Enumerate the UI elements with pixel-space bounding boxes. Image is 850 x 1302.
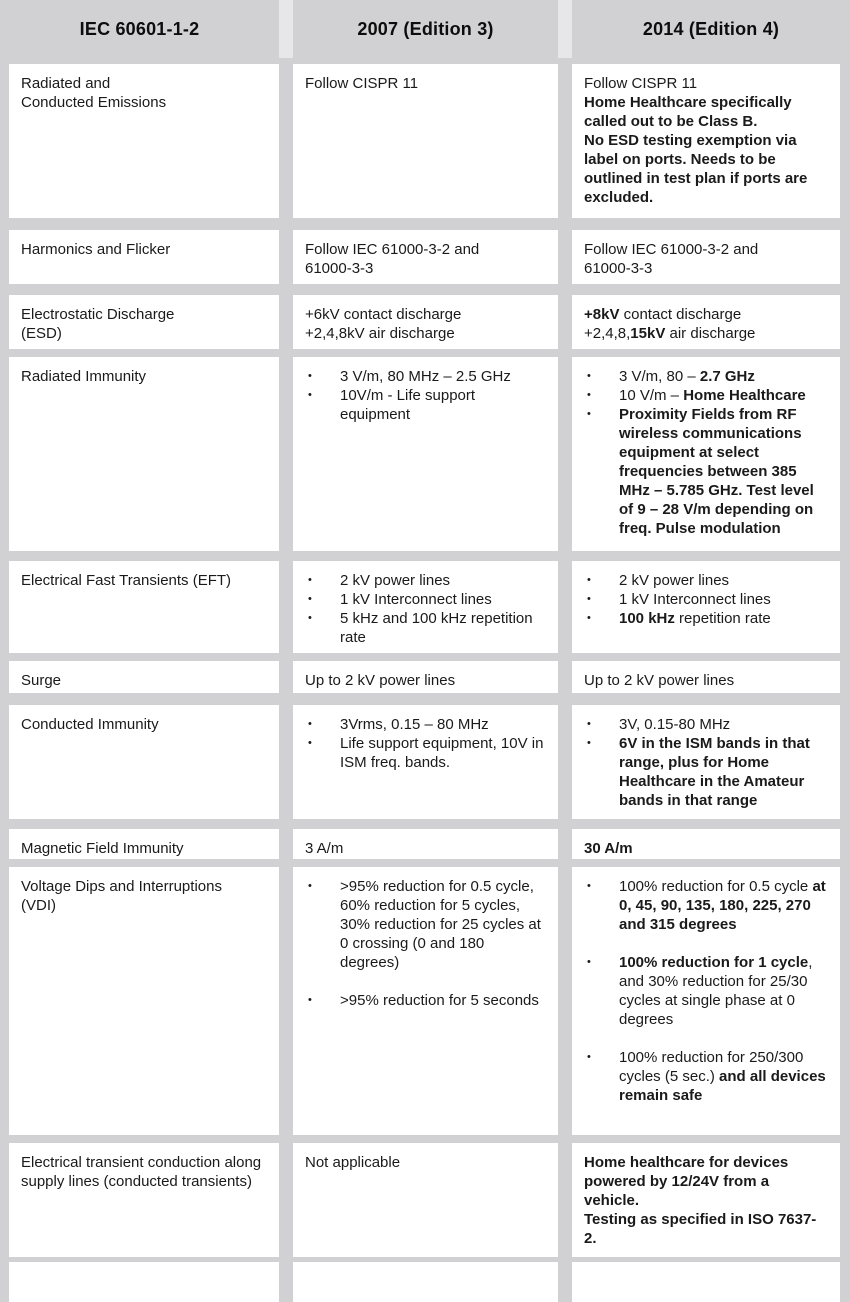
text-segment-bold: Testing as specified in ISO 7637-2. — [584, 1211, 817, 1247]
text-segment: Follow IEC 61000-3-2 and — [305, 241, 480, 258]
bullet-icon: • — [587, 718, 591, 730]
bullet-item — [584, 405, 828, 538]
bullet-icon: • — [308, 593, 312, 605]
text-segment: Life support equipment, 10V in ISM freq. bands. — [340, 735, 544, 771]
text-segment: 2 kV power lines — [619, 572, 730, 589]
cell-next-row-partial-col1 — [9, 1262, 279, 1302]
cell-electrostatic-discharge-esd-col1 — [9, 295, 279, 349]
text-segment: Surge — [21, 672, 62, 689]
table-row-radiated-conducted-emissions — [9, 64, 840, 218]
table-row-radiated-immunity — [9, 357, 840, 551]
bullet-text — [619, 571, 828, 590]
text-line — [305, 305, 546, 324]
text-line — [21, 715, 267, 734]
cell-radiated-conducted-emissions-col2 — [293, 64, 558, 218]
bullet-item — [305, 609, 546, 647]
bullet-icon: • — [587, 1051, 591, 1063]
bullet-icon: • — [587, 408, 591, 420]
header-column-divider — [279, 0, 293, 58]
text-line — [21, 896, 267, 915]
text-segment: Magnetic Field Immunity — [21, 840, 184, 857]
text-segment: Radiated Immunity — [21, 368, 147, 385]
text-segment: Electrical Fast Transients (EFT) — [21, 572, 232, 589]
bullet-icon: • — [308, 880, 312, 892]
bullet-item — [305, 715, 546, 734]
bullet-icon: • — [308, 389, 312, 401]
header-col-edition3 — [293, 0, 558, 58]
text-line — [584, 671, 828, 690]
header-col-standard — [0, 0, 279, 58]
cell-next-row-partial-col3 — [572, 1262, 840, 1302]
bullet-icon: • — [587, 956, 591, 968]
text-segment: 3V, 0.15-80 MHz — [619, 716, 731, 733]
text-segment: Conducted Immunity — [21, 716, 159, 733]
bullet-icon: • — [587, 574, 591, 586]
text-segment: 5 kHz and 100 kHz repetition rate — [340, 610, 533, 646]
bullet-text — [340, 386, 546, 424]
text-segment-bold: at 0, 45, 90, 135, 180, 225, 270 and 315 degrees — [619, 878, 826, 933]
bullet-item — [584, 953, 828, 1029]
text-segment: >95% reduction for 0.5 cycle, 60% reduction for 5 cycles, 30% reduction for 25 cycles at 0 crossing (0 and 180 degrees) — [340, 878, 541, 971]
bullet-item — [584, 734, 828, 810]
bullet-item — [305, 571, 546, 590]
text-line — [305, 240, 546, 259]
cell-next-row-partial-col2 — [293, 1262, 558, 1302]
text-segment-bold: 6V in the ISM bands in that range, plus for Home Healthcare in the Amateur bands in that range — [619, 735, 810, 809]
bullet-icon: • — [308, 737, 312, 749]
text-segment: Follow IEC 61000-3-2 and — [584, 241, 759, 258]
text-line — [584, 93, 828, 131]
table-row-conducted-immunity — [9, 705, 840, 819]
bullet-text — [340, 877, 546, 972]
text-segment: 3 A/m — [305, 840, 344, 857]
bullet-icon: • — [587, 370, 591, 382]
bullet-item — [305, 991, 546, 1010]
text-segment: 3 V/m, 80 MHz – 2.5 GHz — [340, 368, 511, 385]
header-label-edition3: 2007 (Edition 3) — [357, 18, 494, 39]
cell-conducted-immunity-col3 — [572, 705, 840, 819]
text-segment: 3 V/m, 80 – — [619, 368, 700, 385]
text-line — [305, 671, 546, 690]
text-segment: Follow CISPR 11 — [305, 75, 419, 92]
text-segment-bold: 30 A/m — [584, 840, 633, 857]
text-line — [21, 571, 267, 590]
text-segment: Up to 2 kV power lines — [305, 672, 456, 689]
bullet-text — [619, 1048, 828, 1105]
table-row-electrical-fast-transients-eft — [9, 561, 840, 653]
cell-harmonics-and-flicker-col3 — [572, 230, 840, 284]
bullet-icon: • — [308, 718, 312, 730]
text-segment: +6kV contact discharge — [305, 306, 462, 323]
text-line — [584, 839, 828, 858]
bullet-item — [305, 877, 546, 972]
bullet-item — [305, 367, 546, 386]
text-segment: repetition rate — [674, 610, 771, 627]
bullet-item — [584, 571, 828, 590]
text-line — [584, 131, 828, 207]
text-segment: Harmonics and Flicker — [21, 241, 171, 258]
text-segment: 1 kV Interconnect lines — [619, 591, 771, 608]
cell-magnetic-field-immunity-col1 — [9, 829, 279, 859]
bullet-text — [340, 609, 546, 647]
bullet-item — [584, 367, 828, 386]
cell-electrical-transient-conduction-col1 — [9, 1143, 279, 1257]
text-line — [584, 1153, 828, 1210]
bullet-text — [619, 367, 828, 386]
bullet-icon: • — [308, 994, 312, 1006]
text-segment: Voltage Dips and Interruptions — [21, 878, 222, 895]
text-line — [21, 1153, 267, 1191]
header-label-edition4: 2014 (Edition 4) — [642, 18, 780, 39]
cell-surge-col2 — [293, 661, 558, 693]
text-line — [305, 324, 546, 343]
text-line — [21, 324, 267, 343]
bullet-item — [305, 734, 546, 772]
text-line — [21, 367, 267, 386]
text-segment: 3Vrms, 0.15 – 80 MHz — [340, 716, 489, 733]
text-segment: (ESD) — [21, 325, 62, 342]
text-segment: , and 30% reduction for 25/30 cycles at single phase at 0 degrees — [619, 954, 813, 1028]
bullet-icon: • — [587, 880, 591, 892]
text-segment: 61000-3-3 — [584, 260, 653, 277]
text-segment: Follow CISPR 11 — [584, 75, 698, 92]
header-column-divider — [558, 0, 572, 58]
cell-voltage-dips-and-interruptions-vdi-col2 — [293, 867, 558, 1135]
text-segment-bold: 100% reduction for 1 cycle — [619, 954, 809, 971]
text-segment: Electrical transient conduction along supply lines (conducted transients) — [21, 1154, 262, 1190]
text-segment-bold: and all devices remain safe — [619, 1068, 826, 1104]
cell-voltage-dips-and-interruptions-vdi-col1 — [9, 867, 279, 1135]
table-row-electrical-transient-conduction — [9, 1143, 840, 1257]
cell-conducted-immunity-col1 — [9, 705, 279, 819]
bullet-item — [584, 715, 828, 734]
text-line — [305, 74, 546, 93]
text-segment-bold: Home Healthcare — [683, 387, 806, 404]
header-label-standard: IEC 60601-1-2 — [79, 18, 200, 39]
text-segment: 2 kV power lines — [340, 572, 451, 589]
text-segment: 61000-3-3 — [305, 260, 374, 277]
bullet-item — [584, 609, 828, 628]
text-line — [21, 305, 267, 324]
text-segment: (VDI) — [21, 897, 56, 914]
cell-radiated-immunity-col2 — [293, 357, 558, 551]
text-segment: 10V/m - Life support equipment — [340, 387, 476, 423]
cell-magnetic-field-immunity-col2 — [293, 829, 558, 859]
cell-electrical-fast-transients-eft-col2 — [293, 561, 558, 653]
bullet-text — [619, 405, 828, 538]
text-segment: Electrostatic Discharge — [21, 306, 175, 323]
cell-radiated-immunity-col3 — [572, 357, 840, 551]
text-segment: 100% reduction for 0.5 cycle — [619, 878, 813, 895]
text-line — [21, 671, 267, 690]
cell-electrical-fast-transients-eft-col3 — [572, 561, 840, 653]
bullet-text — [340, 590, 546, 609]
cell-radiated-immunity-col1 — [9, 357, 279, 551]
text-line — [21, 839, 267, 858]
text-line — [21, 93, 267, 112]
text-segment: 10 V/m – — [619, 387, 684, 404]
bullet-text — [619, 386, 828, 405]
cell-radiated-conducted-emissions-col1 — [9, 64, 279, 218]
text-segment-bold: 2.7 GHz — [699, 368, 755, 385]
text-segment-bold: 15kV — [630, 325, 666, 342]
bullet-text — [340, 734, 546, 772]
text-segment-bold: +8kV — [584, 306, 620, 323]
text-segment: Up to 2 kV power lines — [584, 672, 735, 689]
table-row-surge — [9, 661, 840, 693]
text-segment: Not applicable — [305, 1154, 401, 1171]
text-segment-bold: Home healthcare for devices powered by 12/24V from a vehicle. — [584, 1154, 789, 1209]
text-line — [584, 259, 828, 278]
table-row-harmonics-and-flicker — [9, 230, 840, 284]
cell-voltage-dips-and-interruptions-vdi-col3 — [572, 867, 840, 1135]
text-line — [21, 240, 267, 259]
table-row-voltage-dips-and-interruptions-vdi — [9, 867, 840, 1135]
text-line — [584, 1210, 828, 1248]
bullet-text — [340, 715, 546, 734]
text-line — [305, 259, 546, 278]
bullet-text — [619, 715, 828, 734]
text-segment-bold: Home Healthcare specifically called out to be Class B. — [584, 94, 792, 130]
cell-surge-col3 — [572, 661, 840, 693]
text-line — [305, 1153, 546, 1172]
bullet-text — [340, 991, 546, 1010]
cell-electrostatic-discharge-esd-col3 — [572, 295, 840, 349]
text-segment-bold: No ESD testing exemption via label on ports. Needs to be outlined in test plan if ports are excluded. — [584, 132, 808, 206]
text-segment-bold: 100 kHz — [619, 610, 675, 627]
bullet-icon: • — [308, 574, 312, 586]
cell-harmonics-and-flicker-col1 — [9, 230, 279, 284]
table-row-magnetic-field-immunity — [9, 829, 840, 859]
cell-electrical-transient-conduction-col3 — [572, 1143, 840, 1257]
text-segment: Radiated and — [21, 75, 111, 92]
cell-electrical-fast-transients-eft-col1 — [9, 561, 279, 653]
text-line — [584, 305, 828, 324]
bullet-text — [619, 590, 828, 609]
bullet-icon: • — [308, 612, 312, 624]
bullet-item — [305, 590, 546, 609]
text-segment: contact discharge — [619, 306, 742, 323]
text-line — [21, 877, 267, 896]
text-line — [584, 240, 828, 259]
text-segment: 1 kV Interconnect lines — [340, 591, 492, 608]
bullet-icon: • — [587, 389, 591, 401]
comparison-table-body — [0, 64, 850, 1302]
text-segment: air discharge — [665, 325, 756, 342]
table-header-row — [0, 0, 850, 58]
header-col-edition4 — [572, 0, 850, 58]
bullet-text — [340, 571, 546, 590]
bullet-item — [584, 1048, 828, 1105]
bullet-text — [619, 953, 828, 1029]
bullet-icon: • — [587, 593, 591, 605]
text-segment: Conducted Emissions — [21, 94, 167, 111]
cell-radiated-conducted-emissions-col3 — [572, 64, 840, 218]
bullet-item — [584, 590, 828, 609]
text-line — [584, 324, 828, 343]
text-segment: 100% reduction for 250/300 cycles (5 sec.) — [619, 1049, 804, 1085]
bullet-icon: • — [587, 612, 591, 624]
cell-magnetic-field-immunity-col3 — [572, 829, 840, 859]
text-segment: >95% reduction for 5 seconds — [340, 992, 539, 1009]
text-segment: +2,4,8kV air discharge — [305, 325, 455, 342]
bullet-item — [584, 386, 828, 405]
cell-electrostatic-discharge-esd-col2 — [293, 295, 558, 349]
text-line — [305, 839, 546, 858]
bullet-text — [619, 877, 828, 934]
bullet-item — [584, 877, 828, 934]
cell-conducted-immunity-col2 — [293, 705, 558, 819]
bullet-text — [619, 734, 828, 810]
text-line — [584, 74, 828, 93]
text-segment-bold: Proximity Fields from RF wireless communications equipment at select frequencies between 385 MHz – 5.785 GHz. Test level of 9 – 28 V/m depending on freq. Pulse modulation — [619, 406, 814, 537]
bullet-item — [305, 386, 546, 424]
cell-surge-col1 — [9, 661, 279, 693]
bullet-icon: • — [308, 370, 312, 382]
text-segment: +2,4,8, — [584, 325, 631, 342]
bullet-text — [340, 367, 546, 386]
bullet-icon: • — [587, 737, 591, 749]
cell-harmonics-and-flicker-col2 — [293, 230, 558, 284]
cell-electrical-transient-conduction-col2 — [293, 1143, 558, 1257]
bullet-text — [619, 609, 828, 628]
text-line — [21, 74, 267, 93]
table-row-electrostatic-discharge-esd — [9, 295, 840, 349]
table-row-next-row-partial — [9, 1262, 840, 1302]
